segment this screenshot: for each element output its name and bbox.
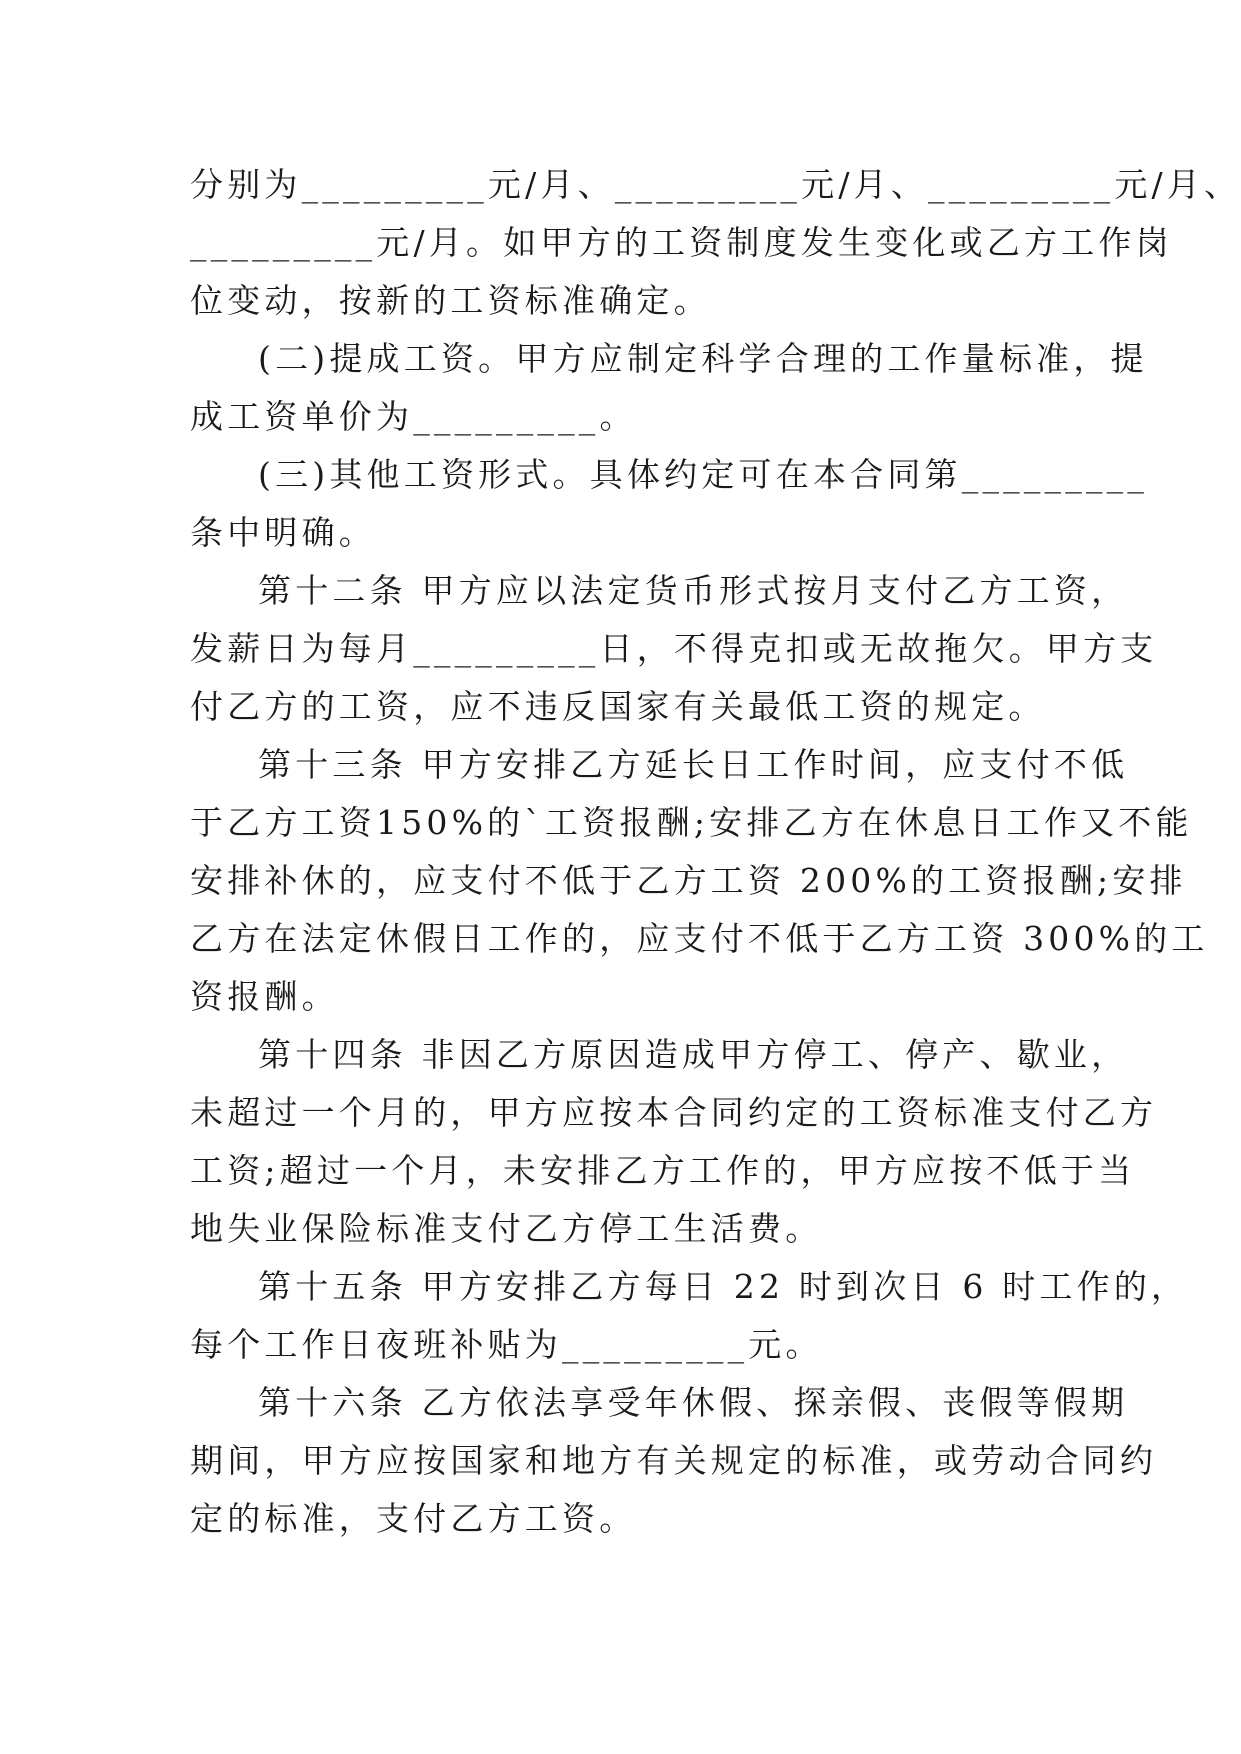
text-line: (二)提成工资。甲方应制定科学合理的工作量标准，提	[258, 339, 1148, 378]
text-line: 每个工作日夜班补贴为_________元。	[190, 1325, 823, 1364]
text-line: 第十三条 甲方安排乙方延长日工作时间，应支付不低	[258, 745, 1129, 784]
text-line: 第十二条 甲方应以法定货币形式按月支付乙方工资，	[258, 571, 1129, 610]
text-line: 发薪日为每月_________日，不得克扣或无故拖欠。甲方支	[190, 629, 1158, 668]
text-line: 未超过一个月的，甲方应按本合同约定的工资标准支付乙方	[190, 1093, 1158, 1132]
text-line: _________元/月。如甲方的工资制度发生变化或乙方工作岗	[190, 223, 1173, 262]
document-page	[190, 156, 1241, 1548]
text-line: 位变动，按新的工资标准确定。	[190, 281, 711, 320]
text-line: 资报酬。	[190, 977, 339, 1016]
text-line: (三)其他工资形式。具体约定可在本合同第_________	[258, 455, 1149, 494]
text-line: 第十六条 乙方依法享受年休假、探亲假、丧假等假期	[258, 1383, 1129, 1422]
text-line: 成工资单价为_________。	[190, 397, 637, 436]
text-line: 第十四条 非因乙方原因造成甲方停工、停产、歇业，	[258, 1035, 1129, 1074]
text-line: 付乙方的工资，应不违反国家有关最低工资的规定。	[190, 687, 1046, 726]
text-line: 安排补休的，应支付不低于乙方工资 200%的工资报酬;安排	[190, 861, 1187, 900]
text-line: 于乙方工资150%的`工资报酬;安排乙方在休息日工作又不能	[190, 803, 1193, 842]
text-line: 乙方在法定休假日工作的，应支付不低于乙方工资 300%的工	[190, 919, 1209, 958]
text-line: 地失业保险标准支付乙方停工生活费。	[190, 1209, 823, 1248]
text-line: 定的标准，支付乙方工资。	[190, 1499, 637, 1538]
text-line: 期间，甲方应按国家和地方有关规定的标准，或劳动合同约	[190, 1441, 1158, 1480]
text-line: 分别为_________元/月、_________元/月、_________元/月、	[190, 165, 1241, 204]
text-line: 工资;超过一个月，未安排乙方工作的，甲方应按不低于当	[190, 1151, 1136, 1190]
text-line: 条中明确。	[190, 513, 376, 552]
text-line: 第十五条 甲方安排乙方每日 22 时到次日 6 时工作的，	[258, 1267, 1189, 1306]
